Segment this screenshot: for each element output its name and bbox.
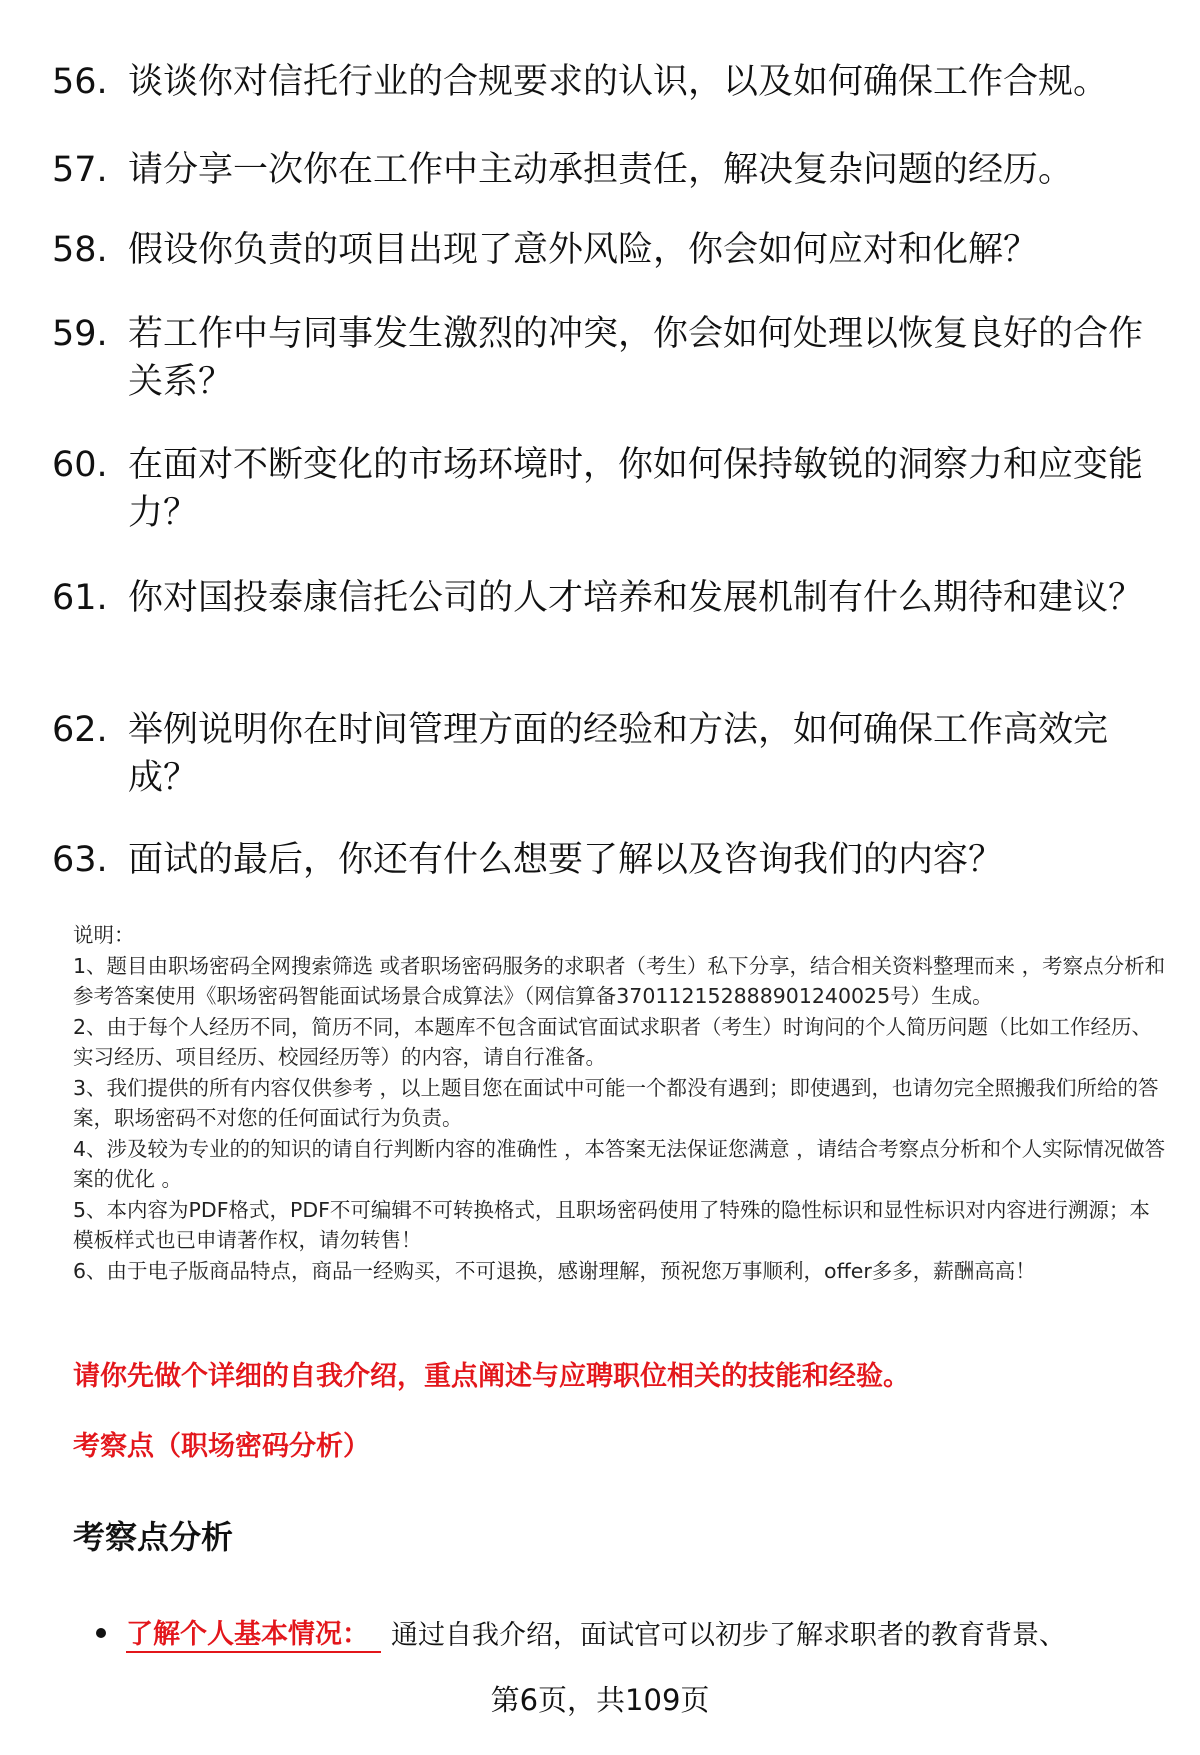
question-number: 58. — [52, 230, 108, 270]
bullet-text: 通过自我介绍，面试官可以初步了解求职者的教育背景、 — [391, 1620, 1066, 1651]
question-number: 56. — [52, 62, 108, 102]
question-text: 举例说明你在时间管理方面的经验和方法，如何确保工作高效完成？ — [128, 710, 1109, 798]
note-item: 6、由于电子版商品特点，商品一经购买，不可退换，感谢理解，预祝您万事顺利，offer多多，薪酬高高！ — [73, 1258, 1036, 1283]
note-item: 4、涉及较为专业的的知识的请自行判断内容的准确性 ，本答案无法保证您满意 ，请结合考察点分析和个人实际情况做答案的优化 。 — [73, 1136, 1166, 1191]
question-number: 62. — [52, 710, 108, 750]
question-text: 你对国投泰康信托公司的人才培养和发展机制有什么期待和建议？ — [128, 578, 1144, 618]
question-text: 面试的最后，你还有什么想要了解以及咨询我们的内容？ — [128, 840, 1004, 880]
page-footer: 第6页，共109页 — [490, 1683, 710, 1717]
question-number: 60. — [52, 445, 108, 485]
question-62 — [52, 706, 1162, 802]
question-57 — [52, 146, 1162, 194]
note-item: 3、我们提供的所有内容仅供参考 ，以上题目您在面试中可能一个都没有遇到；即使遇到，也请勿完全照搬我们所给的答案，职场密码不对您的任何面试行为负责。 — [73, 1075, 1159, 1130]
question-text: 在面对不断变化的市场环境时，你如何保持敏锐的洞察力和应变能力？ — [128, 445, 1144, 533]
note-item: 1、题目由职场密码全网搜索筛选 或者职场密码服务的求职者（考生）私下分享，结合相关资料整理而来 ，考察点分析和参考答案使用《职场密码智能面试场景合成算法》（网信算备370112152888901240025号）生成。 — [73, 953, 1166, 1008]
question-number: 59. — [52, 314, 108, 354]
question-59 — [52, 310, 1162, 406]
analysis-heading: 考察点分析 — [73, 1518, 234, 1556]
question-61 — [52, 574, 1162, 622]
question-number: 57. — [52, 150, 108, 190]
notes-section — [73, 920, 1168, 1286]
exam-point-heading: 考察点（职场密码分析） — [73, 1431, 370, 1462]
question-heading: 请你先做个详细的自我介绍，重点阐述与应聘职位相关的技能和经验。 — [73, 1361, 910, 1392]
question-text: 若工作中与同事发生激烈的冲突，你会如何处理以恢复良好的合作关系？ — [128, 314, 1144, 402]
question-60 — [52, 441, 1162, 537]
bullet-label: 了解个人基本情况： — [126, 1612, 381, 1653]
bullet-item — [96, 1612, 1066, 1653]
notes-title: 说明： — [73, 923, 135, 947]
question-number: 63. — [52, 840, 108, 880]
question-text: 谈谈你对信托行业的合规要求的认识，以及如何确保工作合规。 — [128, 62, 1109, 102]
question-56 — [52, 58, 1162, 106]
question-number: 61. — [52, 578, 108, 618]
question-text: 假设你负责的项目出现了意外风险，你会如何应对和化解？ — [128, 230, 1039, 270]
question-63 — [52, 836, 1162, 884]
note-item: 5、本内容为PDF格式，PDF不可编辑不可转换格式，且职场密码使用了特殊的隐性标识和显性标识对内容进行溯源；本模板样式也已申请著作权，请勿转售！ — [73, 1197, 1150, 1252]
question-58 — [52, 226, 1162, 274]
note-item: 2、由于每个人经历不同，简历不同，本题库不包含面试官面试求职者（考生）时询问的个人简历问题（比如工作经历、实习经历、项目经历、校园经历等）的内容，请自行准备。 — [73, 1014, 1153, 1069]
question-text: 请分享一次你在工作中主动承担责任，解决复杂问题的经历。 — [128, 150, 1074, 190]
bullet-dot-icon — [96, 1628, 106, 1638]
